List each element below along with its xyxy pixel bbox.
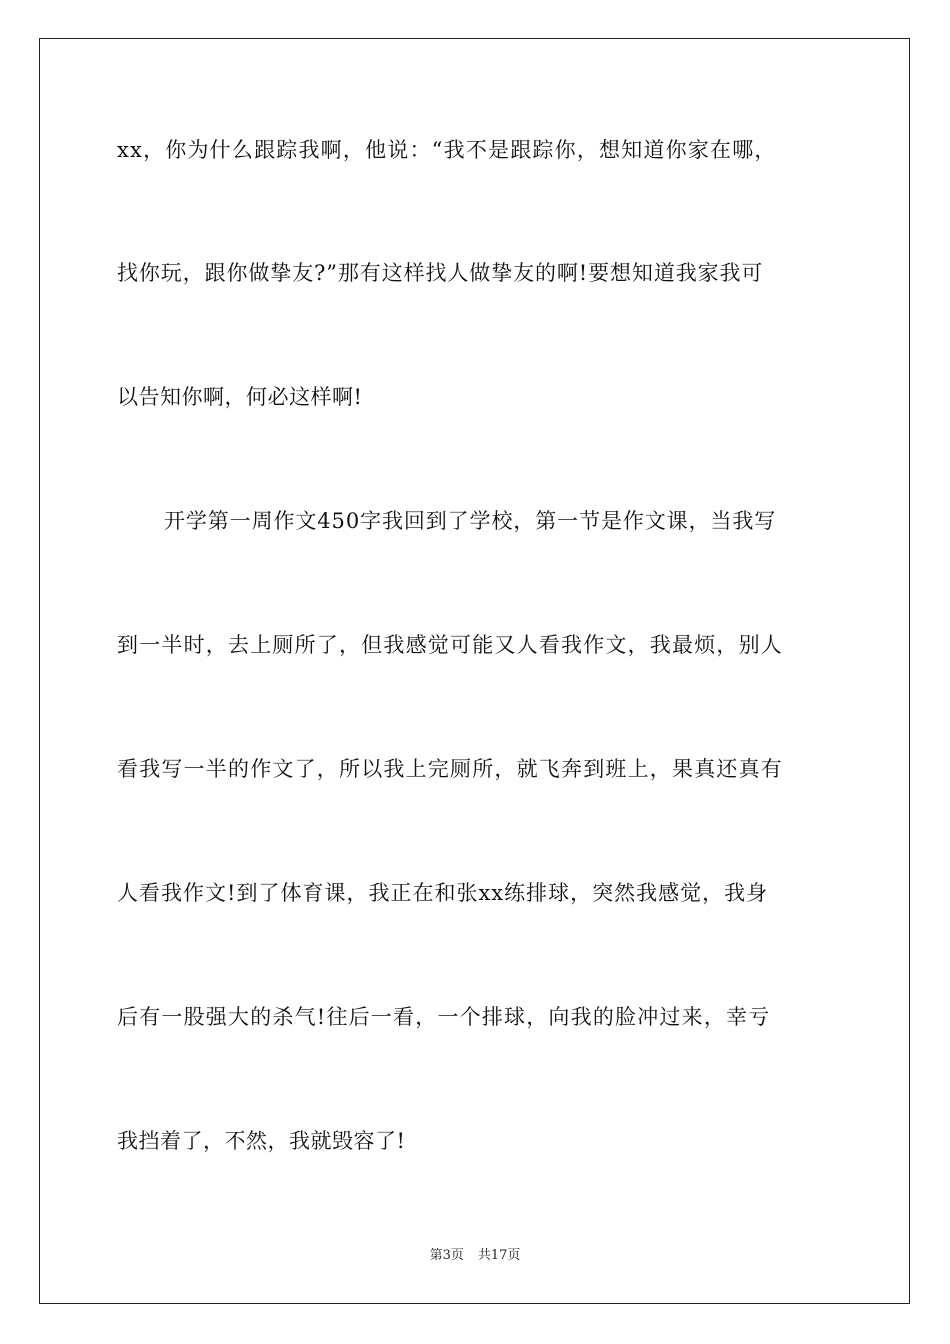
body-text-line: 后有一股强大的杀气!往后一看，一个排球，向我的脸冲过来，幸亏 — [117, 1005, 771, 1029]
page-footer — [0, 1247, 950, 1265]
page-number: 第3页 — [429, 1248, 464, 1263]
body-text-line: 以告知你啊，何必这样啊! — [117, 385, 363, 409]
body-text-line: 我挡着了，不然，我就毁容了! — [117, 1129, 406, 1153]
body-text-line: 到一半时，去上厕所了，但我感觉可能又人看我作文，我最烦，别人 — [117, 633, 783, 657]
body-text-line: xx，你为什么跟踪我啊，他说：“我不是跟踪你，想知道你家在哪， — [117, 138, 777, 162]
page-border — [39, 38, 910, 1304]
paragraph-start-line: 开学第一周作文450字我回到了学校，第一节是作文课，当我写 — [164, 509, 777, 533]
body-text-line: 人看我作文!到了体育课，我正在和张xx练排球，突然我感觉，我身 — [117, 881, 769, 905]
page-total: 共17页 — [477, 1248, 521, 1263]
body-text-line: 看我写一半的作文了，所以我上完厕所，就飞奔到班上，果真还真有 — [117, 757, 783, 781]
body-text-line: 找你玩，跟你做挚友?”那有这样找人做挚友的啊!要想知道我家我可 — [117, 261, 764, 285]
